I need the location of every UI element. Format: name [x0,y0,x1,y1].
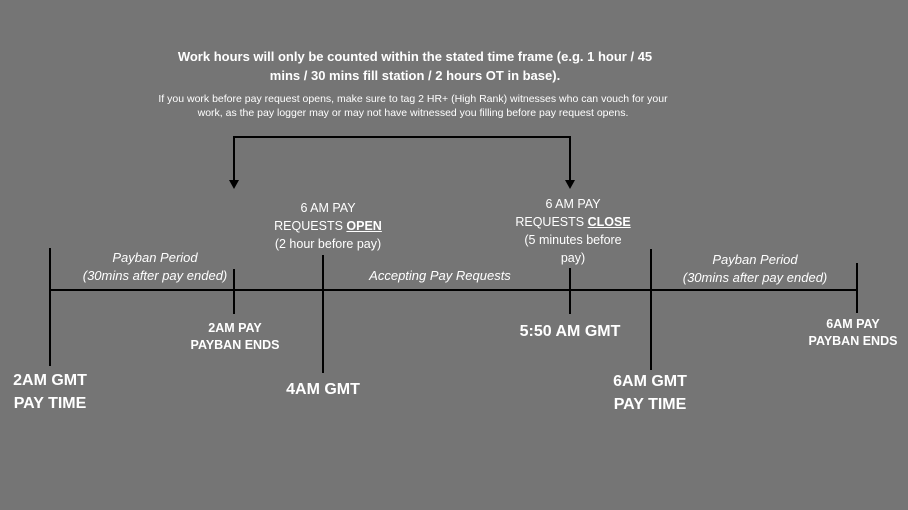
header-sub-text: If you work before pay request opens, make sure to tag 2 HR+ (High Rank) witnesses who can vouch for your work, as the pay logger may or may not have witnessed you filling before pay request opens. [158,93,668,119]
bracket-arrows [234,137,570,182]
requests-open-prefix: REQUESTS [274,219,347,233]
payban-period-right-detail: (30mins after pay ended) [682,270,828,285]
marker-6am-payban-ends [798,316,908,350]
requests-close-prefix: REQUESTS [515,215,588,229]
requests-close-line2 [498,213,648,231]
header-main-text: Work hours will only be counted within the stated time frame (e.g. 1 hour / 45 mins / 30 mins fill station / 2 hours OT in base). [177,49,653,83]
requests-close-emph: CLOSE [587,215,631,229]
marker-2am-pay-time [0,369,100,415]
payban-period-right [655,251,855,287]
marker-2am-payban-line2: PAYBAN ENDS [190,338,280,352]
marker-6am-payban-line1: 6AM PAY [826,317,880,331]
marker-6am-payban-line2: PAYBAN ENDS [808,334,898,348]
accepting-pay-requests: Accepting Pay Requests [369,268,511,283]
requests-open-line1: 6 AM PAY [300,201,356,215]
marker-6am-line1: 6AM GMT [613,373,687,390]
marker-6am-line2: PAY TIME [613,396,687,413]
arrow-left-icon [229,180,239,189]
marker-550am-gmt: 5:50 AM GMT [519,323,621,340]
requests-close-line4: pay) [560,251,586,265]
requests-close-line3: (5 minutes before [524,233,622,247]
marker-2am-line2: PAY TIME [13,395,87,412]
requests-open-label [253,199,403,253]
payban-period-left [55,249,255,285]
requests-close-line1: 6 AM PAY [545,197,601,211]
marker-6am-pay-time [599,370,701,416]
payban-period-right-title: Payban Period [712,252,798,267]
payban-period-left-detail: (30mins after pay ended) [82,268,228,283]
marker-2am-payban-line1: 2AM PAY [208,321,262,335]
marker-2am-payban-ends [176,320,294,354]
payban-period-left-title: Payban Period [112,250,198,265]
marker-4am-gmt: 4AM GMT [286,381,360,398]
requests-open-line3: (2 hour before pay) [274,237,382,251]
requests-close-label [498,195,648,267]
marker-2am-line1: 2AM GMT [13,372,87,389]
requests-open-line2 [253,217,403,235]
requests-open-emph: OPEN [346,219,382,233]
arrow-right-icon [565,180,575,189]
